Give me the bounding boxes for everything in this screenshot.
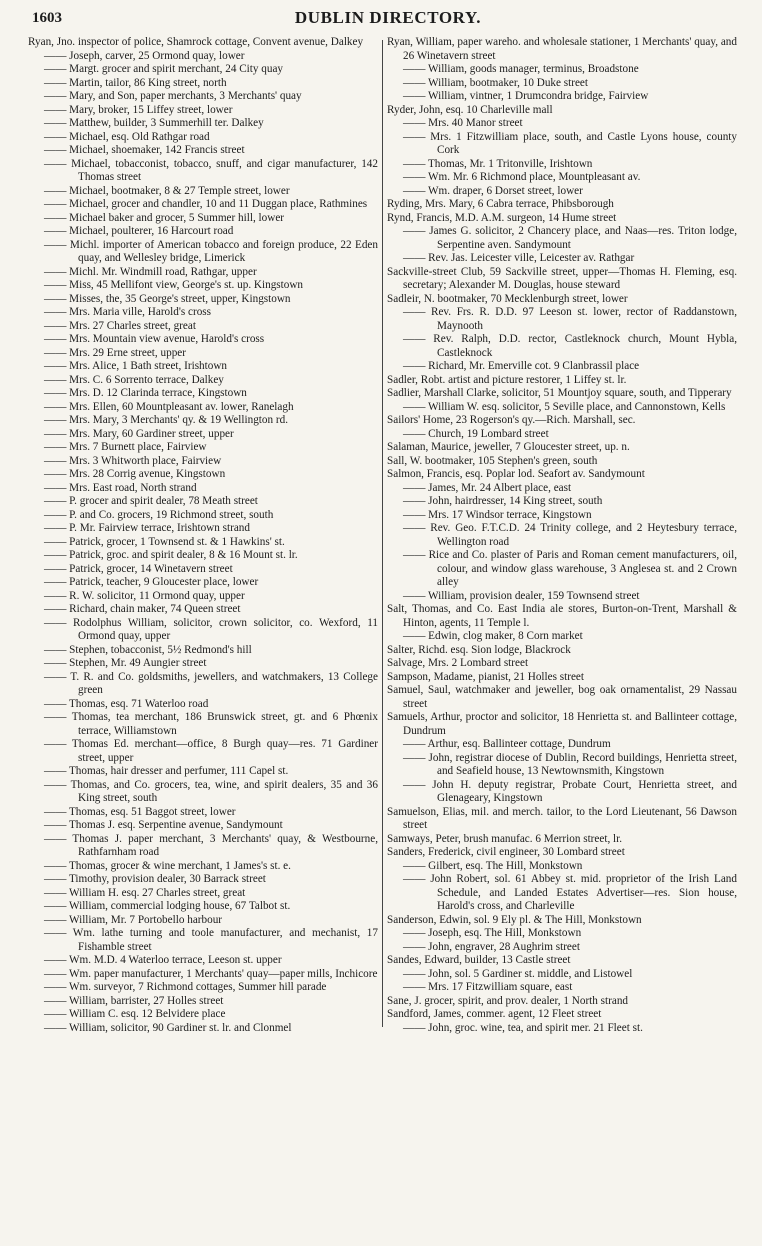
directory-entry: —— Margt. grocer and spirit merchant, 24 City quay (44, 63, 284, 75)
directory-entry: —— Patrick, groc. and spirit dealer, 8 & 16 Mount st. lr. (44, 549, 298, 561)
directory-entry: —— William, commercial lodging house, 67 Talbot st. (44, 900, 291, 912)
directory-entry: —— Rice and Co. plaster of Paris and Roman cement manufacturers, oil, colour, and window glass warehouse, 3 Anglesea st. and 2 Crown alley (403, 549, 737, 588)
directory-entry: —— Church, 19 Lombard street (403, 427, 549, 440)
directory-entry: —— Joseph, carver, 25 Ormond quay, lower (44, 49, 245, 62)
left-column (28, 36, 382, 1035)
directory-entry: —— Thomas J. paper merchant, 3 Merchants' quay, & Westbourne, Rathfarnham road (44, 832, 378, 858)
directory-entry: —— William, solicitor, 90 Gardiner st. lr. and Clonmel (44, 1021, 292, 1034)
directory-entry: —— Stephen, Mr. 49 Aungier street (44, 657, 207, 669)
directory-entry: —— Mrs. 40 Manor street (403, 117, 523, 129)
directory-entry: —— Mrs. East road, North strand (44, 481, 197, 494)
directory-entry: Sanders, Frederick, civil engineer, 30 Lombard street (387, 846, 625, 858)
directory-entry: —— William, goods manager, terminus, Broadstone (403, 63, 639, 75)
directory-entry: —— Gilbert, esq. The Hill, Monkstown (403, 859, 583, 872)
directory-entry: —— William, barrister, 27 Holles street (44, 994, 224, 1007)
directory-entry: —— Wm. draper, 6 Dorset street, lower (403, 184, 583, 197)
directory-entry: —— Mrs. 3 Whitworth place, Fairview (44, 454, 222, 467)
directory-entry: Sadler, Robt. artist and picture restorer, 1 Liffey st. lr. (387, 373, 627, 386)
directory-entry: —— Arthur, esq. Ballinteer cottage, Dundrum (403, 738, 611, 750)
directory-entry: —— Joseph, esq. The Hill, Monkstown (403, 927, 582, 939)
directory-entry: Ryding, Mrs. Mary, 6 Cabra terrace, Phibsborough (387, 198, 614, 210)
directory-entry: —— Mary, and Son, paper merchants, 3 Merchants' quay (44, 90, 302, 102)
directory-entry: —— Mrs. 17 Windsor terrace, Kingstown (403, 508, 592, 521)
right-column (383, 36, 737, 1035)
directory-entry: —— Matthew, builder, 3 Summerhill ter. Dalkey (44, 117, 264, 129)
directory-entry: —— Rev. Ralph, D.D. rector, Castleknock church, Mount Hybla, Castleknock (403, 333, 737, 359)
directory-entry: —— Mrs. Alice, 1 Bath street, Irishtown (44, 360, 228, 372)
directory-entry: Salt, Thomas, and Co. East India ale stores, Burton-on-Trent, Marshall & Hinton, agents, 11 Temple l. (387, 603, 737, 629)
directory-entry: —— Thomas, tea merchant, 186 Brunswick street, gt. and 6 Phœnix terrace, Williamstown (44, 711, 378, 737)
directory-entry: —— Thomas, hair dresser and perfumer, 111 Capel st. (44, 765, 289, 777)
directory-entry: —— Mrs. 17 Fitzwilliam square, east (403, 981, 573, 993)
directory-entry: —— Thomas, esq. 71 Waterloo road (44, 697, 209, 710)
directory-entry: —— John, hairdresser, 14 King street, south (403, 495, 603, 507)
directory-entry: —— Mrs. Mountain view avenue, Harold's cross (44, 333, 265, 345)
directory-entry: —— William C. esq. 12 Belvidere place (44, 1008, 226, 1020)
directory-entry: —— Michael, grocer and chandler, 10 and 11 Duggan place, Rathmines (44, 198, 368, 210)
directory-entry: —— P. and Co. grocers, 19 Richmond street, south (44, 508, 274, 521)
directory-entry: —— Mrs. D. 12 Clarinda terrace, Kingstown (44, 387, 247, 399)
directory-entry: —— Michael, bootmaker, 8 & 27 Temple street, lower (44, 184, 290, 197)
directory-entry: —— Edwin, clog maker, 8 Corn market (403, 630, 583, 642)
directory-entry: Sadleir, N. bootmaker, 70 Mecklenburgh street, lower (387, 292, 628, 305)
directory-entry: —— Wm. lathe turning and toole manufacturer, and mechanist, 17 Fishamble street (44, 927, 378, 953)
directory-entry: Sailors' Home, 23 Rogerson's qy.—Rich. Marshall, sec. (387, 414, 636, 426)
directory-entry: Sane, J. grocer, spirit, and prov. dealer, 1 North strand (387, 994, 629, 1007)
directory-entry: —— William, bootmaker, 10 Duke street (403, 76, 589, 89)
directory-entry: —— John, sol. 5 Gardiner st. middle, and Listowel (403, 967, 633, 980)
directory-entry: Sall, W. bootmaker, 105 Stephen's green, south (387, 454, 598, 467)
directory-entry: —— James G. solicitor, 2 Chancery place, and Naas—res. Triton lodge, Serpentine aven. Sandymount (403, 225, 737, 251)
directory-entry: —— Rev. Geo. F.T.C.D. 24 Trinity college, and 2 Heytesbury terrace, Wellington road (403, 522, 737, 548)
directory-entry: —— Thomas, grocer & wine merchant, 1 James's st. e. (44, 859, 291, 872)
directory-entry: —— Patrick, teacher, 9 Gloucester place, lower (44, 576, 259, 588)
directory-entry: Sadlier, Marshall Clarke, solicitor, 51 Mountjoy square, south, and Tipperary (387, 387, 732, 399)
running-title: DUBLIN DIRECTORY. (294, 8, 482, 27)
directory-entry: Salvage, Mrs. 2 Lombard street (387, 657, 529, 669)
directory-entry: —— Mrs. 27 Charles street, great (44, 319, 196, 332)
directory-entry: —— Mrs. 1 Fitzwilliam place, south, and Castle Lyons house, county Cork (403, 130, 737, 156)
directory-entry: —— Patrick, grocer, 1 Townsend st. & 1 Hawkins' st. (44, 535, 285, 548)
directory-entry: —— Mrs. Maria ville, Harold's cross (44, 306, 212, 318)
directory-entry: —— Timothy, provision dealer, 30 Barrack street (44, 873, 266, 885)
directory-entry: —— William H. esq. 27 Charles street, great (44, 886, 246, 899)
directory-entry: —— Wm. M.D. 4 Waterloo terrace, Leeson st. upper (44, 954, 282, 966)
directory-entry: Ryder, John, esq. 10 Charleville mall (387, 103, 553, 116)
directory-entry: Salaman, Maurice, jeweller, 7 Gloucester street, up. n. (387, 441, 630, 453)
directory-entry: —— Michael, shoemaker, 142 Francis street (44, 144, 245, 156)
directory-entry: —— Wm. Mr. 6 Richmond place, Mountpleasant av. (403, 171, 641, 183)
directory-entry: —— Michael, poulterer, 16 Harcourt road (44, 225, 234, 237)
directory-entry: —— Mrs. 7 Burnett place, Fairview (44, 441, 207, 453)
directory-entry: —— Michl. Mr. Windmill road, Rathgar, upper (44, 265, 257, 278)
directory-entry: Rynd, Francis, M.D. A.M. surgeon, 14 Hume street (387, 211, 617, 224)
directory-entry: —— James, Mr. 24 Albert place, east (403, 481, 572, 494)
page-header (28, 4, 748, 36)
directory-entry: —— P. Mr. Fairview terrace, Irishtown strand (44, 522, 250, 534)
directory-entry: —— William, Mr. 7 Portobello harbour (44, 913, 223, 926)
directory-entry: —— R. W. solicitor, 11 Ormond quay, upper (44, 589, 245, 602)
directory-entry: Sanderson, Edwin, sol. 9 Ely pl. & The Hill, Monkstown (387, 913, 642, 926)
directory-entry: Sandford, James, commer. agent, 12 Fleet street (387, 1008, 602, 1020)
directory-entry: Ryan, William, paper wareho. and wholesale stationer, 1 Merchants' quay, and 26 Winetavern street (387, 36, 737, 62)
directory-entry: —— Thomas, and Co. grocers, tea, wine, and spirit dealers, 35 and 36 King street, south (44, 778, 378, 804)
directory-entry: —— Wm. paper manufacturer, 1 Merchants' quay—paper mills, Inchicore (44, 967, 378, 980)
directory-entry: —— Rev. Frs. R. D.D. 97 Leeson st. lower, rector of Raddanstown, Maynooth (403, 306, 737, 332)
directory-entry: —— John, registrar diocese of Dublin, Record buildings, Henrietta street, and Seafield house, 13 Newtownsmith, Kingstown (403, 751, 737, 777)
directory-entry: Sandes, Edward, builder, 13 Castle street (387, 954, 571, 966)
directory-entry: —— William W. esq. solicitor, 5 Seville place, and Cannonstown, Kells (403, 400, 726, 413)
directory-entry: —— Mrs. C. 6 Sorrento terrace, Dalkey (44, 373, 224, 386)
directory-entry: Samuelson, Elias, mil. and merch. tailor, to the Lord Lieutenant, 56 Dawson street (387, 805, 737, 831)
directory-entry: —— Mrs. Mary, 3 Merchants' qy. & 19 Wellington rd. (44, 414, 288, 426)
directory-entry: —— Mrs. 28 Corrig avenue, Kingstown (44, 468, 226, 480)
directory-entry: —— Richard, Mr. Emerville cot. 9 Clanbrassil place (403, 360, 640, 372)
directory-entry: —— Mrs. Mary, 60 Gardiner street, upper (44, 427, 234, 440)
directory-entry: —— William, vintner, 1 Drumcondra bridge, Fairview (403, 90, 649, 102)
directory-entry: —— Mary, broker, 15 Liffey street, lower (44, 103, 233, 116)
directory-entry: —— John, groc. wine, tea, and spirit mer. 21 Fleet st. (403, 1021, 643, 1034)
directory-entry: —— William, provision dealer, 159 Townsend street (403, 589, 640, 602)
directory-entry: —— Richard, chain maker, 74 Queen street (44, 603, 241, 615)
directory-entry: —— Michael baker and grocer, 5 Summer hill, lower (44, 211, 285, 224)
directory-entry: —— Wm. surveyor, 7 Richmond cottages, Summer hill parade (44, 981, 327, 993)
directory-entry: Samuel, Saul, watchmaker and jeweller, bog oak ornamentalist, 29 Nassau street (387, 684, 737, 710)
directory-entry: —— Mrs. Ellen, 60 Mountpleasant av. lower, Ranelagh (44, 400, 294, 413)
page-number: 1603 (32, 10, 62, 26)
directory-entry: —— T. R. and Co. goldsmiths, jewellers, and watchmakers, 13 College green (44, 670, 378, 696)
directory-entry: Samuels, Arthur, proctor and solicitor, 18 Henrietta st. and Ballinteer cottage, Dundrum (387, 711, 737, 737)
directory-entry: —— Michael, esq. Old Rathgar road (44, 130, 210, 143)
directory-entry: —— Miss, 45 Mellifont view, George's st. up. Kingstown (44, 279, 304, 291)
directory-entry: —— Stephen, tobacconist, 5½ Redmond's hill (44, 643, 252, 656)
directory-entry: —— John Robert, sol. 61 Abbey st. mid. proprietor of the Irish Land Schedule, and Landed Estates Advertiser—res. Sion house, Harold's cross, and Charleville (403, 873, 737, 912)
directory-entry: Samways, Peter, brush manufac. 6 Merrion street, lr. (387, 832, 623, 845)
directory-entry: Salter, Richd. esq. Sion lodge, Blackrock (387, 643, 571, 656)
directory-entry: —— Rodolphus William, solicitor, crown solicitor, co. Wexford, 11 Ormond quay, upper (44, 616, 378, 642)
directory-entry: —— Thomas, Mr. 1 Tritonville, Irishtown (403, 157, 593, 170)
directory-entry: —— Mrs. 29 Erne street, upper (44, 346, 186, 359)
directory-entry: —— Michael, tobacconist, tobacco, snuff, and cigar manufacturer, 142 Thomas street (44, 157, 378, 183)
directory-entry: —— Misses, the, 35 George's street, upper, Kingstown (44, 292, 291, 305)
directory-entry: Sackville-street Club, 59 Sackville street, upper—Thomas H. Fleming, esq. secretary; Alexander M. Douglas, house steward (387, 265, 737, 291)
directory-entry: —— Michl. importer of American tobacco and foreign produce, 22 Eden quay, and Wellesley bridge, Limerick (44, 238, 378, 264)
directory-entry: —— Rev. Jas. Leicester ville, Leicester av. Rathgar (403, 252, 635, 264)
directory-entry: Ryan, Jno. inspector of police, Shamrock cottage, Convent avenue, Dalkey (28, 36, 364, 48)
directory-entry: —— Patrick, grocer, 14 Winetavern street (44, 562, 233, 575)
directory-entry: —— Thomas, esq. 51 Baggot street, lower (44, 805, 236, 818)
directory-entry: Sampson, Madame, pianist, 21 Holles street (387, 670, 584, 683)
directory-entry: —— John H. deputy registrar, Probate Court, Henrietta street, and Glenageary, Kingstown (403, 778, 737, 804)
directory-entry: —— P. grocer and spirit dealer, 78 Meath street (44, 495, 258, 507)
directory-entry: —— John, engraver, 28 Aughrim street (403, 940, 580, 953)
directory-entry: —— Martin, tailor, 86 King street, north (44, 76, 227, 89)
directory-columns (28, 36, 748, 1035)
directory-entry: Salmon, Francis, esq. Poplar lod. Seafort av. Sandymount (387, 468, 645, 480)
directory-entry: —— Thomas Ed. merchant—office, 8 Burgh quay—res. 71 Gardiner street, upper (44, 738, 378, 764)
directory-entry: —— Thomas J. esq. Serpentine avenue, Sandymount (44, 819, 283, 831)
